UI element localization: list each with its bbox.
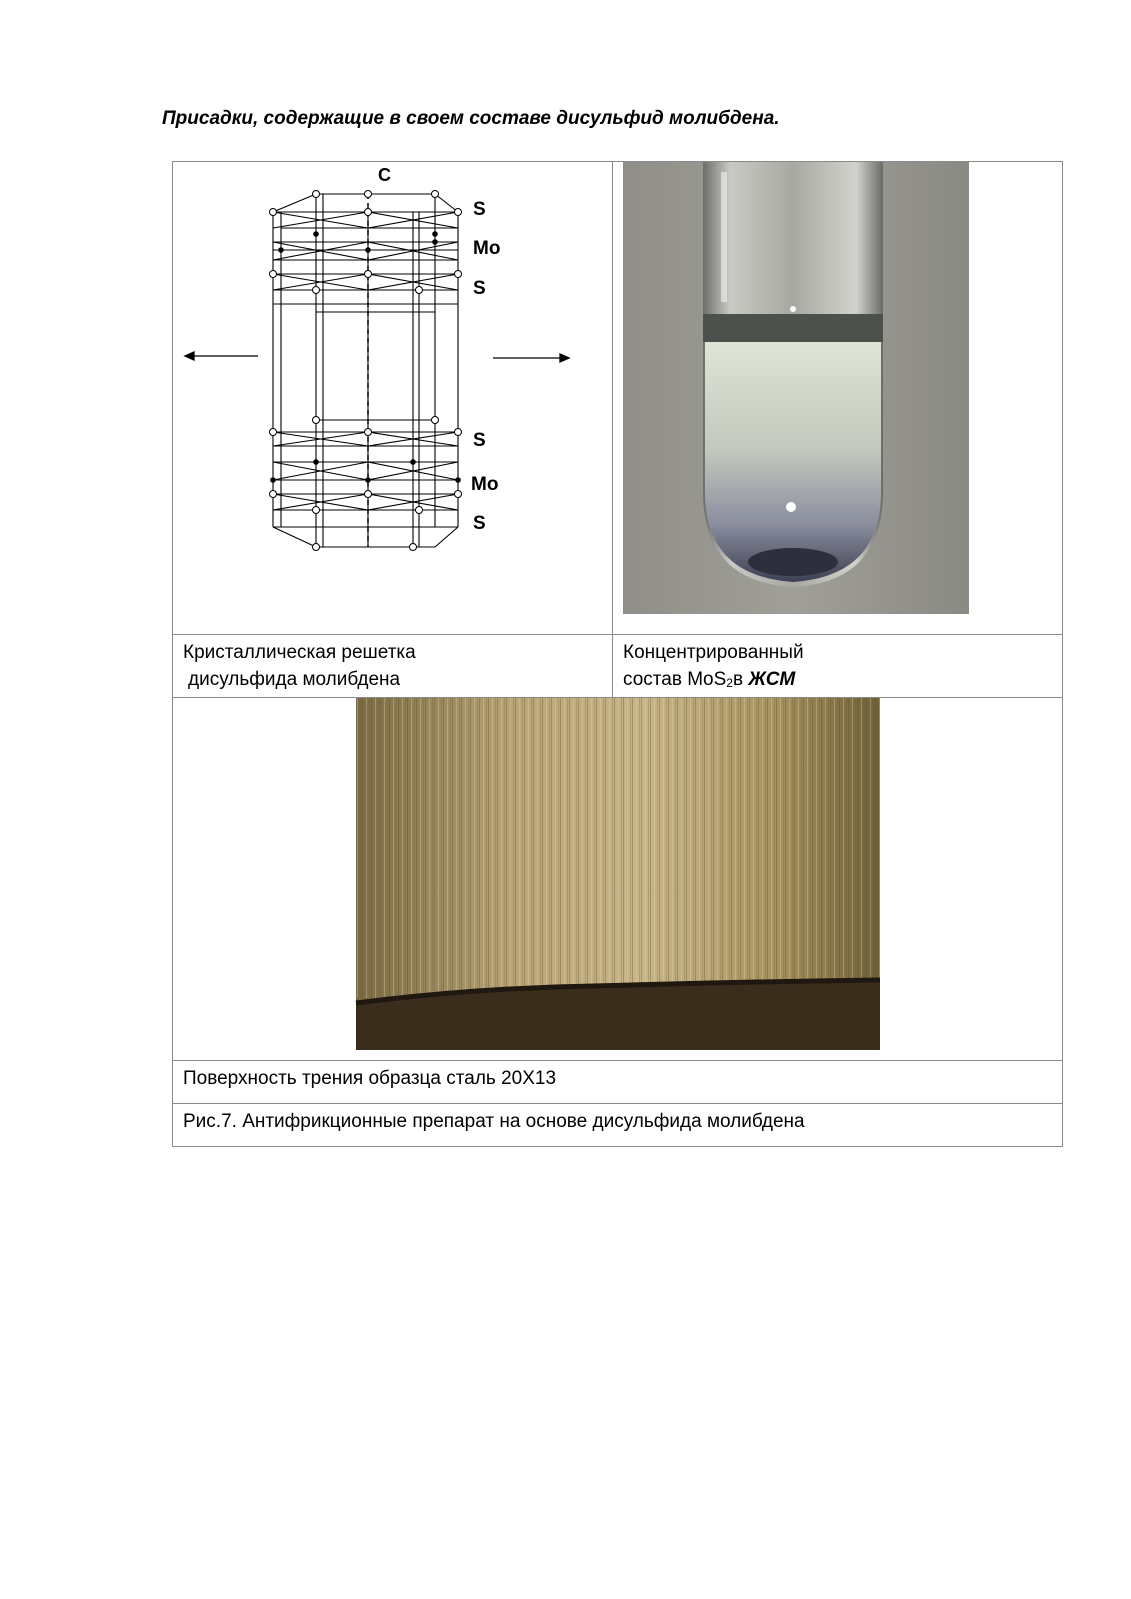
tube-caption-line2 (623, 666, 1052, 697)
tube-caption-bold: ЖСМ (748, 669, 796, 690)
lattice-axis-label: C (378, 165, 391, 185)
tube-caption-subscript: 2 (726, 676, 733, 690)
lattice-cell (173, 162, 613, 635)
layer-label-s: S (473, 513, 486, 534)
surface-caption: Поверхность трения образца сталь 20Х13 (173, 1061, 1063, 1104)
tube-cell (613, 162, 1063, 635)
layer-label-mo: Mo (473, 238, 501, 259)
page-heading: Присадки, содержащие в своем составе дисульфид молибдена. (162, 108, 780, 129)
tube-caption-mid: в (732, 669, 749, 690)
tube-caption-prefix: состав MoS (623, 669, 727, 690)
layer-label-s: S (473, 430, 486, 451)
layer-label-s: S (473, 199, 486, 220)
friction-surface-micrograph (173, 698, 1063, 1060)
figure-caption: Рис.7. Антифрикционные препарат на основе дисульфида молибдена (173, 1104, 1063, 1147)
tube-caption-line1: Концентрированный (623, 642, 804, 663)
micrograph-cell (173, 698, 1063, 1061)
tube-caption (613, 635, 1063, 698)
layer-label-mo: Mo (471, 474, 499, 495)
lattice-caption-line2: дисульфида молибдена (188, 669, 401, 690)
figure-table (172, 161, 1063, 1147)
test-tube-photo (613, 162, 1063, 634)
lattice-caption-line1: Кристаллическая решетка (183, 642, 416, 663)
crystal-lattice-diagram (173, 162, 613, 634)
lattice-caption (173, 635, 613, 698)
layer-label-s: S (473, 278, 486, 299)
